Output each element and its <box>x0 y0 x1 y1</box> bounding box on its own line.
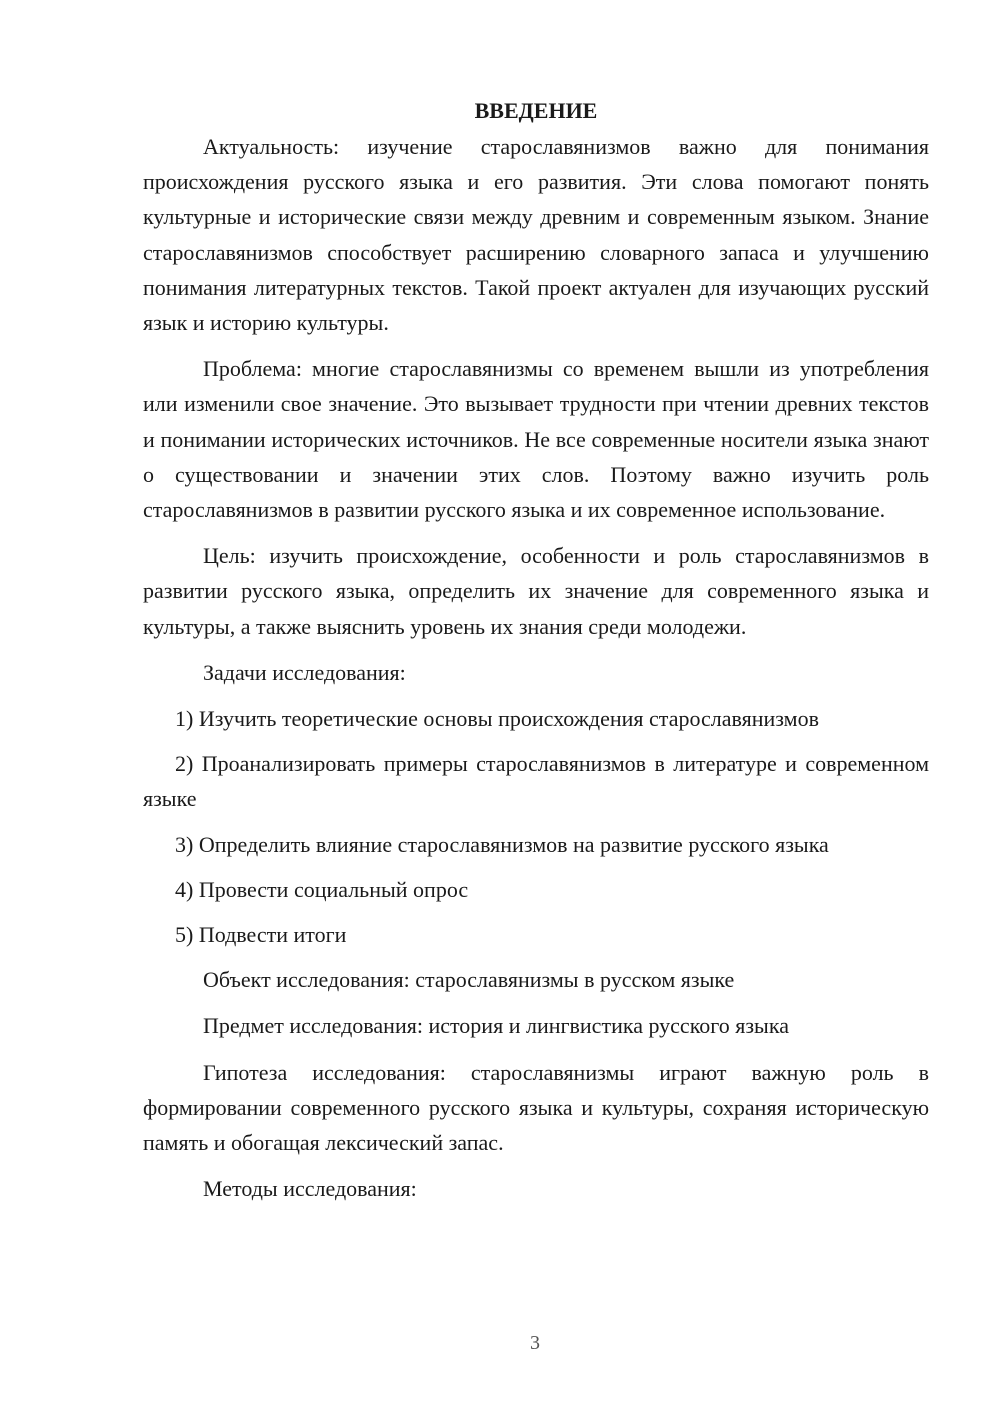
section-title: ВВЕДЕНИЕ <box>474 98 598 123</box>
methods-heading: Методы исследования: <box>203 1176 417 1202</box>
task-item-1: 1) Изучить теоретические основы происхождения старославянизмов <box>175 706 819 732</box>
paragraph-subject: Предмет исследования: история и лингвистика русского языка <box>203 1013 789 1039</box>
paragraph-hypothesis: Гипотеза исследования: старославянизмы играют важную роль в формировании современного русского языка и культуры, сохраняя историческую память и обогащая лексический запас. <box>143 1059 929 1156</box>
page-number: 3 <box>530 1332 540 1354</box>
task-item-2: 2) Проанализировать примеры старославянизмов в литературе и современном языке <box>143 751 929 812</box>
task-item-4: 4) Провести социальный опрос <box>175 876 469 902</box>
tasks-heading: Задачи исследования: <box>203 659 406 685</box>
paragraph-goal: Цель: изучить происхождение, особенности и роль старославянизмов в развитии русского языка, определить их значение для современного языка и культуры, а также выяснить уровень их знания среди молодежи. <box>143 543 929 639</box>
task-item-5: 5) Подвести итоги <box>175 922 347 948</box>
paragraph-relevance: Актуальность: изучение старославянизмов важно для понимания происхождения русского языка и его развития. Эти слова помогают понять культурные и исторические связи между древним и современным языком. Знание старославянизмов способствует расширению словарного запаса и улучшению понимания литературных текстов. Такой проект актуален для изучающих русский язык и историю культуры. <box>143 134 929 336</box>
paragraph-problem: Проблема: многие старославянизмы со временем вышли из употребления или изменили свое значение. Это вызывает трудности при чтении древних текстов и понимании исторических источников. Не все современные носители языка знают о существовании и значении этих слов. Поэтому важно изучить роль старославянизмов в развитии русского языка и их современное использование. <box>143 356 929 523</box>
document-page <box>143 92 929 1217</box>
task-item-3: 3) Определить влияние старославянизмов на развитие русского языка <box>175 831 829 857</box>
paragraph-object: Объект исследования: старославянизмы в русском языке <box>203 967 735 993</box>
